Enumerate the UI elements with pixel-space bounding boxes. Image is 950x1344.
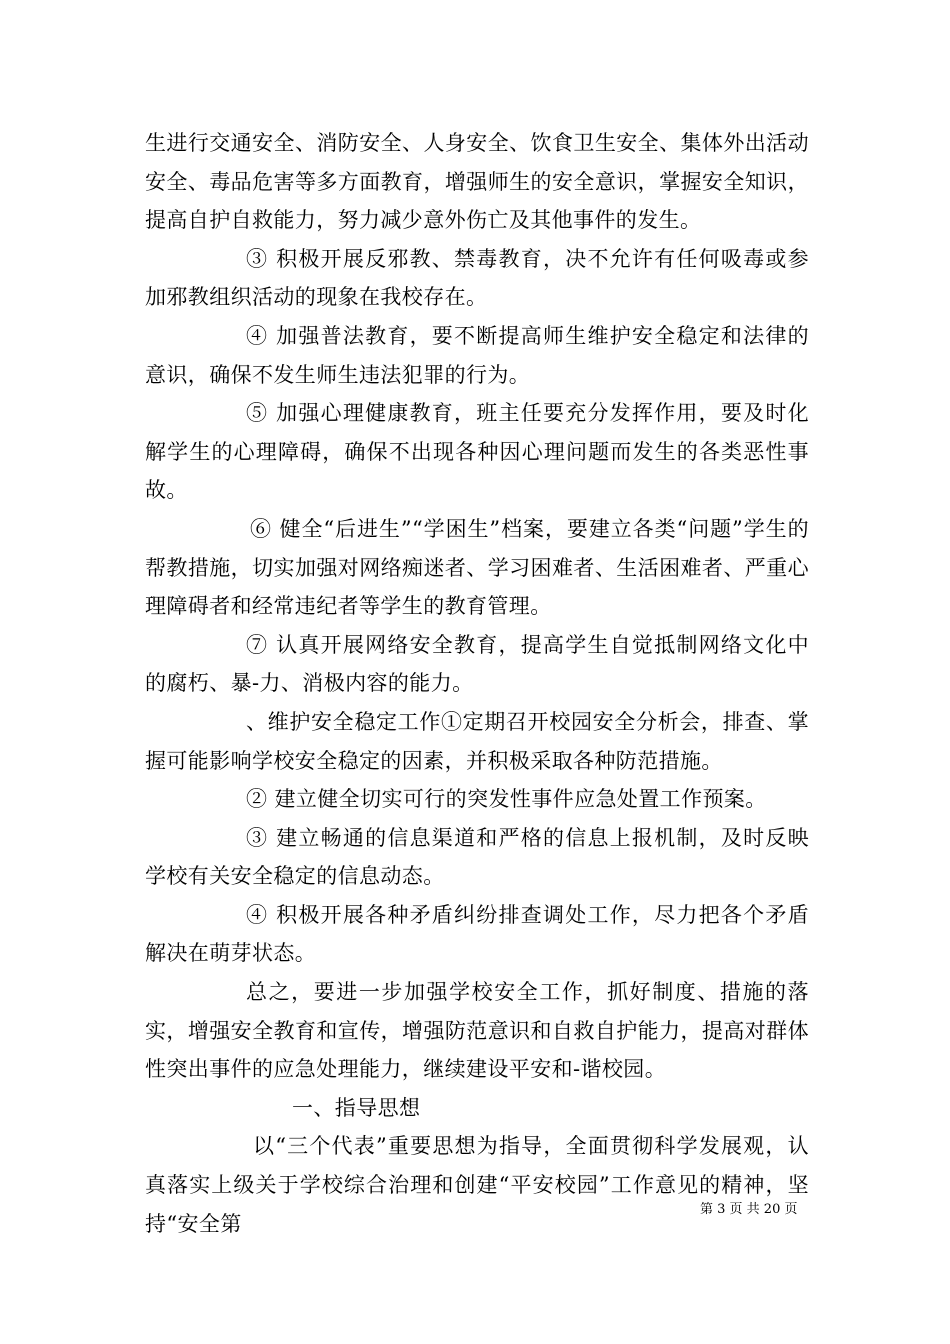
paragraph-summary: 总之，要进一步加强学校安全工作，抓好制度、措施的落实，增强安全教育和宣传，增强防范意识和自救自护能力，提高对群体性突出事件的应急处理能力，继续建设平安和-谐校园。: [145, 980, 809, 1082]
paragraph-mental-health: ⑤ 加强心理健康教育，班主任要充分发挥作用，要及时化解学生的心理障碍，确保不出现各种因心理问题而发生的各类恶性事故。: [145, 401, 809, 503]
paragraph-dispute-resolution: ④ 积极开展各种矛盾纠纷排查调处工作，尽力把各个矛盾解决在萌芽状态。: [145, 902, 809, 966]
paragraph-emergency-plan: ② 建立健全切实可行的突发性事件应急处置工作预案。: [246, 787, 767, 812]
section-heading: 一、指导思想: [292, 1095, 421, 1120]
paragraph-safety-education: 生进行交通安全、消防安全、人身安全、饮食卫生安全、集体外出活动安全、毒品危害等多方面教育，增强师生的安全意识，掌握安全知识，提高自护自救能力，努力减少意外伤亡及其他事件的发生。: [145, 131, 809, 233]
paragraph-student-records: ⑥ 健全“后进生”“学困生”档案，要建立各类“问题”学生的帮教措施，切实加强对网络痴迷者、学习困难者、生活困难者、严重心理障碍者和经常违纪者等学生的教育管理。: [145, 516, 809, 619]
page-number: 第 3 页 共 20 页: [700, 1202, 798, 1217]
paragraph-stability-work: 、维护安全稳定工作①定期召开校园安全分析会，排查、掌握可能影响学校安全稳定的因素，并积极采取各种防范措施。: [145, 709, 809, 773]
paragraph-information-channel: ③ 建立畅通的信息渠道和严格的信息上报机制，及时反映学校有关安全稳定的信息动态。: [145, 825, 809, 889]
paragraph-network-safety: ⑦ 认真开展网络安全教育，提高学生自觉抵制网络文化中的腐朽、暴-力、消极内容的能力。: [145, 632, 809, 696]
paragraph-anti-cult: ③ 积极开展反邪教、禁毒教育，决不允许有任何吸毒或参加邪教组织活动的现象在我校存在。: [145, 246, 809, 310]
paragraph-legal-education: ④ 加强普法教育，要不断提高师生维护安全稳定和法律的意识，确保不发生师生违法犯罪的行为。: [145, 323, 809, 387]
document-body: [145, 124, 809, 1243]
paragraph-guiding-ideology: 以“三个代表”重要思想为指导，全面贯彻科学发展观，认真落实上级关于学校综合治理和创建“平安校园”工作意见的精神，坚持“安全第: [145, 1134, 809, 1236]
